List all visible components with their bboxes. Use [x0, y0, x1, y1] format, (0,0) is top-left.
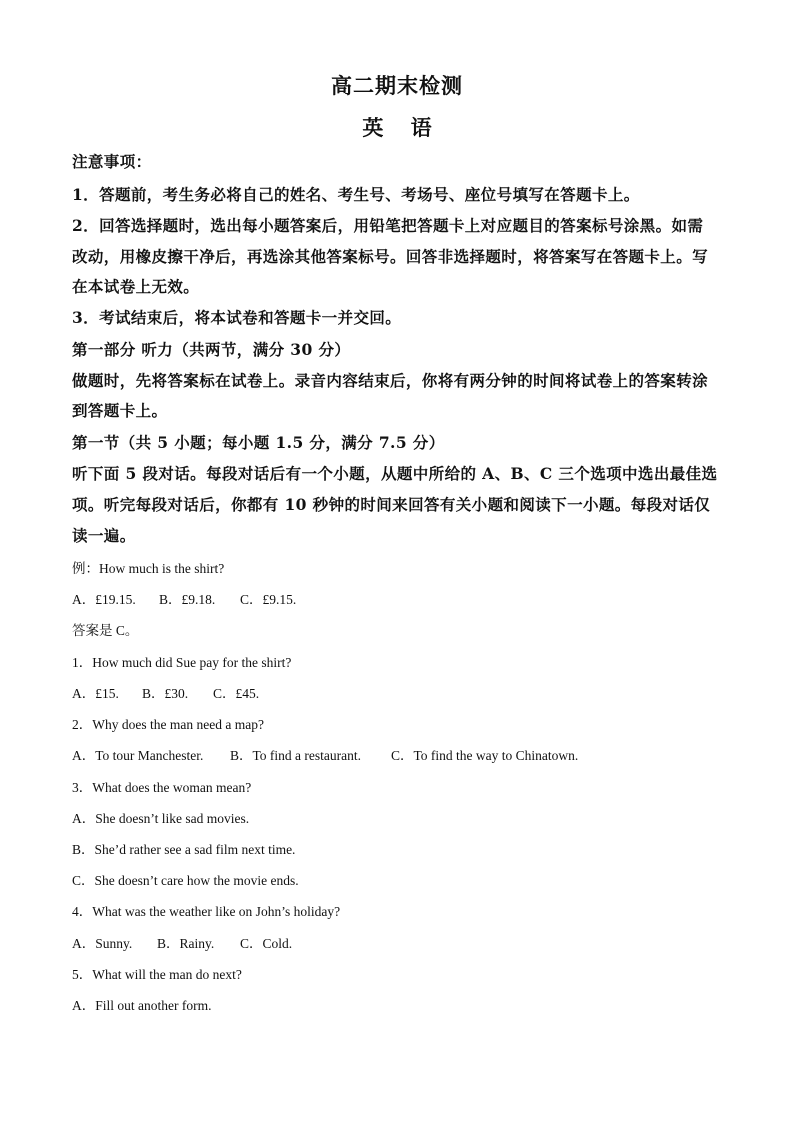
- exam-title: 高二期末检测: [331, 73, 463, 98]
- option-a: A．£19.15.: [72, 592, 136, 607]
- note-line: 2．回答选择题时，选出每小题答案后，用铅笔把答题卡上对应题目的答案标号涂黑。如需: [72, 216, 704, 235]
- section1-heading: 第一节（共 5 小题；每小题 1.5 分，满分 7.5 分）: [72, 433, 445, 452]
- option-c: C．Cold.: [240, 936, 293, 951]
- question-3: 3．What does the woman mean?: [72, 780, 252, 795]
- question-3-option-c: C．She doesn’t care how the movie ends.: [72, 873, 299, 888]
- section1-instruction: 项。听完每段对话后，你都有 10 秒钟的时间来回答有关小题和阅读下一小题。每段对话仅: [72, 495, 711, 514]
- question-5-option-a: A．Fill out another form.: [72, 998, 212, 1013]
- section1-instruction: 读一遍。: [72, 526, 136, 545]
- note-line: 在本试卷上无效。: [72, 277, 200, 296]
- note-line: 改动，用橡皮擦干净后，再选涂其他答案标号。回答非选择题时，将答案写在答题卡上。写: [72, 247, 709, 266]
- option-a: A．£15.: [72, 686, 119, 701]
- question-5: 5．What will the man do next?: [72, 967, 242, 982]
- exam-subject: 英 语: [362, 115, 442, 140]
- question-3-option-a: A．She doesn’t like sad movies.: [72, 811, 250, 826]
- question-2: 2．Why does the man need a map?: [72, 717, 264, 732]
- option-b: B．Rainy.: [157, 936, 215, 951]
- option-b: B．To find a restaurant.: [230, 748, 362, 763]
- option-c: C．£9.15.: [240, 592, 297, 607]
- option-c: C．To find the way to Chinatown.: [391, 748, 579, 763]
- part1-heading: 第一部分 听力（共两节，满分 30 分）: [72, 340, 351, 359]
- example-question: 例：How much is the shirt?: [72, 561, 225, 576]
- question-4: 4．What was the weather like on John’s holiday?: [72, 904, 341, 919]
- question-3-option-b: B．She’d rather see a sad film next time.: [72, 842, 296, 857]
- notes-heading: 注意事项：: [72, 152, 152, 171]
- option-a: A．To tour Manchester.: [72, 748, 204, 763]
- question-1: 1．How much did Sue pay for the shirt?: [72, 655, 292, 670]
- option-b: B．£30.: [142, 686, 189, 701]
- option-c: C．£45.: [213, 686, 260, 701]
- example-answer: 答案是 C。: [72, 623, 139, 638]
- note-line: 3．考试结束后，将本试卷和答题卡一并交回。: [72, 308, 402, 327]
- option-b: B．£9.18.: [159, 592, 216, 607]
- note-line: 1．答题前，考生务必将自己的姓名、考生号、考场号、座位号填写在答题卡上。: [72, 185, 640, 204]
- part1-instruction: 做题时，先将答案标在试卷上。录音内容结束后，你将有两分钟的时间将试卷上的答案转涂: [72, 371, 709, 390]
- section1-instruction: 听下面 5 段对话。每段对话后有一个小题，从题中所给的 A、B、C 三个选项中选出最佳选: [72, 464, 718, 483]
- option-a: A．Sunny.: [72, 936, 133, 951]
- part1-instruction: 到答题卡上。: [72, 401, 168, 420]
